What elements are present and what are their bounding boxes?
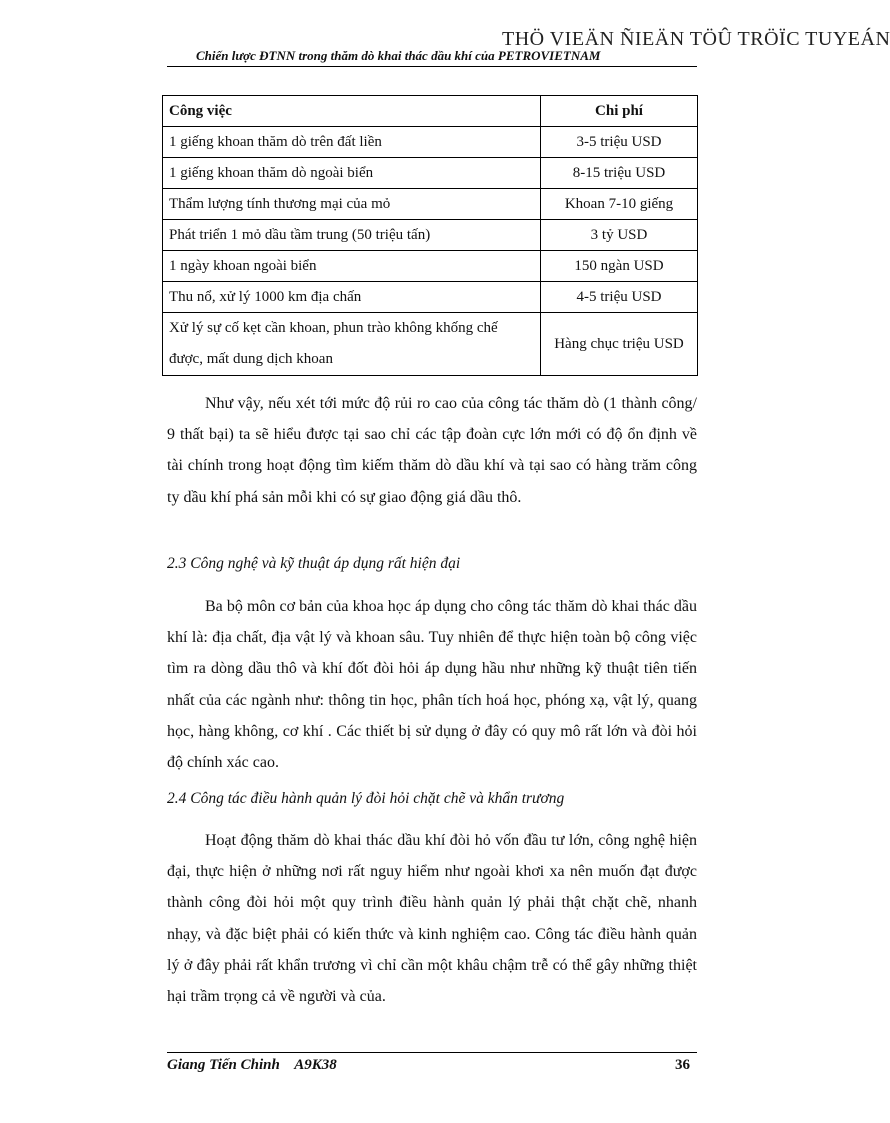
cost-cell: 8-15 triệu USD (541, 158, 698, 189)
cost-cell: 4-5 triệu USD (541, 282, 698, 313)
task-cell: Phát triển 1 mỏ dầu tầm trung (50 triệu tấn) (163, 220, 541, 251)
task-cell: 1 giếng khoan thăm dò trên đất liền (163, 127, 541, 158)
task-cell: 1 ngày khoan ngoài biển (163, 251, 541, 282)
table-row (163, 313, 698, 376)
header-rule (167, 66, 697, 67)
cost-cell: 3-5 triệu USD (541, 127, 698, 158)
cost-cell: Khoan 7-10 giếng (541, 189, 698, 220)
column-header-task: Công việc (163, 96, 541, 127)
watermark-text: THÖ VIEÄN ÑIEÄN TÖÛ TRÖÏC TUYEÁN (502, 28, 890, 50)
task-cell: Thu nổ, xử lý 1000 km địa chấn (163, 282, 541, 313)
task-cell: Xử lý sự cố kẹt cần khoan, phun trào không khống chế được, mất dung dịch khoan (163, 313, 541, 376)
table-row (163, 251, 698, 282)
column-header-cost: Chi phí (541, 96, 698, 127)
task-cell: Thẩm lượng tính thương mại của mỏ (163, 189, 541, 220)
table-row (163, 158, 698, 189)
cost-cell: 3 tỷ USD (541, 220, 698, 251)
table-header-row (163, 96, 698, 127)
paragraph-risk: Như vậy, nếu xét tới mức độ rủi ro cao của công tác thăm dò (1 thành công/ 9 thất bại) ta sẽ hiểu được tại sao chỉ các tập đoàn cực lớn mới có độ ổn định về tài chính trong hoạt động tìm kiếm thăm dò dầu khí và tại sao có hàng trăm công ty dầu khí phá sản mỗi khi có sự giao động giá dầu thô. (167, 395, 697, 506)
cost-cell: Hàng chục triệu USD (541, 313, 698, 376)
table-row (163, 282, 698, 313)
footer-author: Giang Tiến Chinh A9K38 (167, 1057, 337, 1073)
section-heading-2-4: 2.4 Công tác điều hành quản lý đòi hỏi chặt chẽ và khẩn trương (167, 790, 565, 807)
table-row (163, 127, 698, 158)
paragraph-technology: Ba bộ môn cơ bản của khoa học áp dụng cho công tác thăm dò khai thác dầu khí là: địa chất, địa vật lý và khoan sâu. Tuy nhiên để thực hiện toàn bộ công việc tìm ra dòng dầu thô và khí đốt đòi hỏi áp dụng hầu như những kỹ thuật tiên tiến nhất của các ngành như: thông tin học, phân tích hoá học, phóng xạ, vật lý, quang học, hàng không, cơ khí . Các thiết bị sử dụng ở đây có quy mô rất lớn và đòi hỏi độ chính xác cao. (167, 598, 697, 772)
paragraph-management: Hoạt động thăm dò khai thác dầu khí đòi hỏ vốn đầu tư lớn, công nghệ hiện đại, thực hiện ở những nơi rất nguy hiểm như ngoài khơi xa nên muốn đạt được thành công đòi hỏi một quy trình điều hành quản lý phải thật chặt chẽ, nhanh nhạy, và đặc biệt phải có kiến thức và kinh nghiệm cao. Công tác điều hành quản lý ở đây phải rất khẩn trương vì chỉ cần một khâu chậm trễ có thể gây những thiệt hại trầm trọng cả về người và của. (167, 832, 697, 1006)
section-heading-2-3: 2.3 Công nghệ và kỹ thuật áp dụng rất hiện đại (167, 555, 461, 572)
page-number: 36 (675, 1057, 690, 1073)
cost-table (162, 95, 698, 376)
table-row (163, 220, 698, 251)
cost-cell: 150 ngàn USD (541, 251, 698, 282)
footer-rule (167, 1052, 697, 1053)
running-header-title: Chiến lược ĐTNN trong thăm dò khai thác dầu khí của PETROVIETNAM (196, 48, 601, 63)
task-cell: 1 giếng khoan thăm dò ngoài biển (163, 158, 541, 189)
table-row (163, 189, 698, 220)
